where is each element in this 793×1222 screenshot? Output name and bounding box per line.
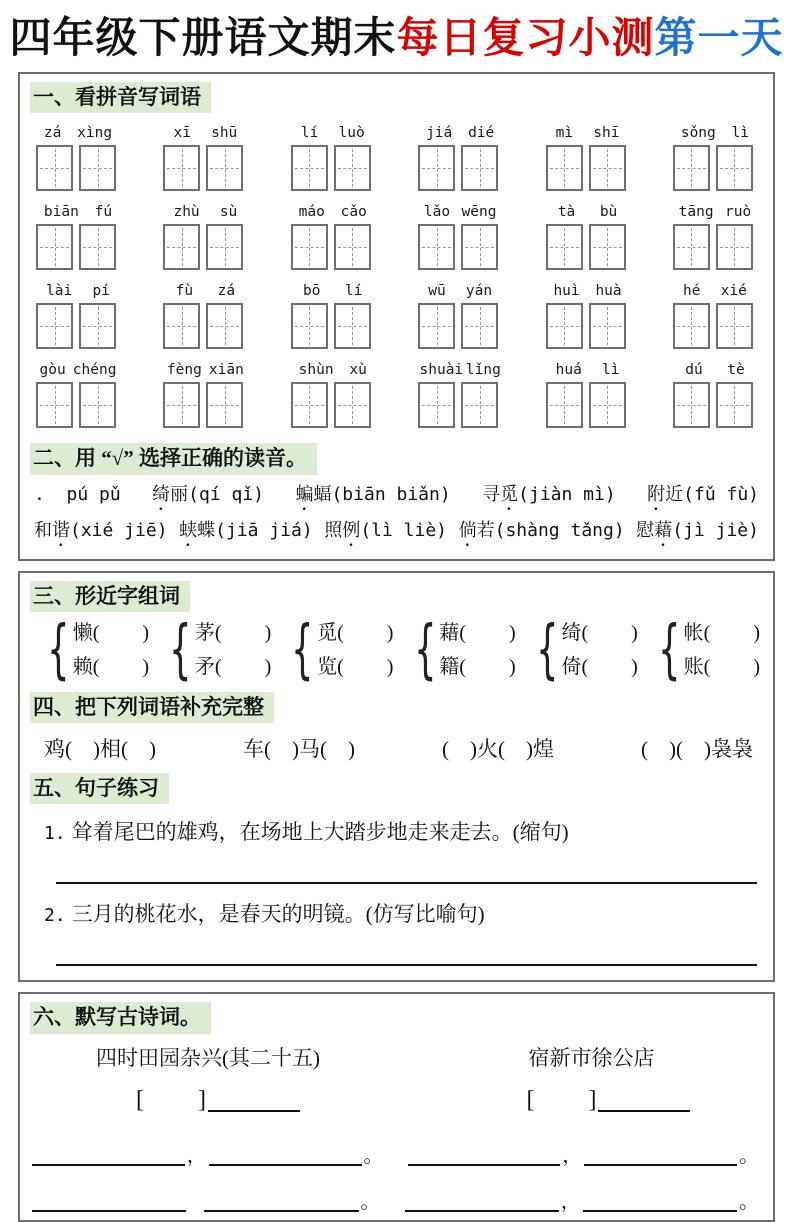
pinyin-syllable: hé: [683, 283, 701, 300]
pinyin-syllable: xìng: [77, 125, 113, 142]
verse-blank[interactable]: [209, 1154, 362, 1166]
pinyin-word-group: [673, 283, 757, 349]
poem-titles-row: [30, 1042, 763, 1112]
title-blue: 第一天: [654, 16, 784, 62]
brace-icon: {: [169, 612, 192, 687]
poem-author-line-1: [30, 1082, 397, 1112]
writing-box[interactable]: [36, 224, 73, 270]
comma: ，: [560, 1190, 581, 1213]
word-blank[interactable]: 鸡( )相( ): [44, 737, 156, 762]
writing-box[interactable]: [461, 145, 498, 191]
pinyin-syllable: jiá: [426, 125, 453, 142]
pinyin-syllable: pí: [92, 283, 110, 300]
pinyin-syllable: yán: [465, 283, 493, 300]
writing-box[interactable]: [461, 224, 498, 270]
writing-box[interactable]: [79, 145, 116, 191]
pinyin-word-group: [673, 125, 757, 191]
pinyin-word-group: [673, 362, 757, 428]
pinyin-syllable: cǎo: [340, 204, 367, 221]
brace-icon: {: [535, 612, 559, 687]
pinyin-syllable: tè: [727, 362, 745, 379]
word-choice[interactable]: . pú pǔ: [34, 483, 121, 505]
panel-section-6: [18, 992, 775, 1221]
word-choice[interactable]: 蝙蝠(biān biǎn): [295, 483, 451, 505]
writing-box[interactable]: [418, 382, 455, 428]
pinyin-syllable: sǒng: [680, 125, 716, 142]
writing-box[interactable]: [163, 224, 200, 270]
pinyin-word-group: [546, 283, 630, 349]
pair-bottom[interactable]: 账( ): [683, 655, 761, 678]
writing-box[interactable]: [79, 224, 116, 270]
pair-bottom[interactable]: 览( ): [317, 655, 395, 678]
verse-blank[interactable]: [32, 1154, 185, 1166]
writing-box[interactable]: [461, 303, 498, 349]
writing-box[interactable]: [36, 303, 73, 349]
pinyin-syllable: ruò: [725, 204, 752, 221]
pinyin-row-1: [30, 125, 763, 191]
writing-box[interactable]: [206, 224, 243, 270]
writing-box[interactable]: [546, 224, 583, 270]
writing-box[interactable]: [291, 145, 328, 191]
pinyin-syllable: lǐng: [465, 362, 501, 379]
writing-box[interactable]: [206, 145, 243, 191]
pinyin-syllable: máo: [298, 204, 325, 221]
verse-row-1: [30, 1146, 763, 1166]
word-choice[interactable]: 和谐(xié jiē): [34, 519, 168, 541]
page-title: [0, 0, 793, 62]
period: 。: [360, 1190, 381, 1213]
writing-box[interactable]: [163, 145, 200, 191]
panel-section-1-2: [18, 72, 775, 561]
verse-row-2: [30, 1192, 763, 1212]
pinyin-word-group: [546, 362, 630, 428]
pinyin-syllable: sù: [219, 204, 238, 221]
writing-box[interactable]: [334, 224, 371, 270]
word-choice[interactable]: 倘若(shàng tǎng): [458, 519, 625, 541]
writing-box[interactable]: [546, 303, 583, 349]
pinyin-word-group: [163, 362, 247, 428]
pinyin-syllable: bù: [599, 204, 618, 221]
writing-box[interactable]: [461, 382, 498, 428]
pinyin-syllable: shuài: [419, 362, 464, 379]
pinyin-syllable: lǎo: [423, 204, 451, 221]
verse-blank[interactable]: [408, 1154, 561, 1166]
pinyin-word-group: [546, 204, 630, 270]
pinyin-syllable: wēng: [461, 204, 497, 221]
word-blank[interactable]: 车( )马( ): [243, 737, 355, 762]
writing-box[interactable]: [36, 382, 73, 428]
word-choice[interactable]: 慰藉(jì jiè): [636, 519, 759, 541]
pinyin-syllable: huá: [555, 362, 582, 379]
pinyin-syllable: shùn: [298, 362, 334, 379]
writing-box[interactable]: [79, 382, 116, 428]
sentence-text: 耸着尾巴的雄鸡，在场地上大踏步地走来走去。(缩句): [71, 820, 569, 845]
pinyin-word-group: [291, 283, 375, 349]
writing-box[interactable]: [291, 303, 328, 349]
word-choice[interactable]: 寻觅(jiàn mì): [482, 483, 616, 505]
pinyin-syllable: lí: [300, 125, 319, 142]
pair-top[interactable]: 藉( ): [439, 621, 517, 644]
pinyin-word-group: [546, 125, 630, 191]
pinyin-syllable: lì: [731, 125, 750, 142]
pinyin-syllable: shū: [211, 125, 238, 142]
comma: ，: [562, 1144, 583, 1167]
writing-box[interactable]: [36, 145, 73, 191]
pinyin-syllable: xiān: [208, 362, 244, 379]
writing-box[interactable]: [673, 382, 710, 428]
character-pair: [282, 612, 395, 687]
pinyin-word-group: [418, 204, 502, 270]
brace-icon: {: [291, 612, 314, 687]
pinyin-word-group: [291, 125, 375, 191]
writing-box[interactable]: [589, 224, 626, 270]
pinyin-syllable: lí: [345, 283, 363, 300]
sentence-exercise-2: 2. 三月的桃花水，是春天的明镜。(仿写比喻句): [44, 902, 485, 927]
section2-heading: 二、用 “√” 选择正确的读音。: [30, 443, 317, 474]
pinyin-word-group: [163, 283, 247, 349]
pair-bottom[interactable]: 籍( ): [439, 655, 517, 678]
section6-heading: 六、默写古诗词。: [30, 1002, 211, 1033]
pinyin-word-group: [163, 125, 247, 191]
sentence-exercise-1: 1. 耸着尾巴的雄鸡，在场地上大踏步地走来走去。(缩句): [44, 820, 569, 845]
author-bracket: [ ]: [526, 1086, 599, 1113]
comma: ，: [186, 1144, 207, 1167]
pinyin-word-group: [36, 204, 120, 270]
pinyin-syllable: dú: [685, 362, 703, 379]
pinyin-row-3: [30, 283, 763, 349]
pinyin-syllable: chéng: [72, 362, 117, 379]
character-pair: [160, 612, 273, 687]
word-blank[interactable]: ( )火( )煌: [442, 737, 554, 762]
pinyin-syllable: luò: [338, 125, 365, 142]
pronunciation-line-2: [30, 515, 763, 551]
section4-heading: 四、把下列词语补充完整: [30, 692, 274, 723]
title-red: 每日复习小测: [396, 16, 655, 62]
writing-box[interactable]: [163, 382, 200, 428]
writing-box[interactable]: [163, 303, 200, 349]
word-blank[interactable]: ( )( )袅袅: [641, 737, 753, 762]
period: 。: [739, 1190, 759, 1213]
writing-box[interactable]: [589, 303, 626, 349]
pinyin-syllable: biān: [43, 204, 79, 221]
verse-blank[interactable]: [405, 1200, 559, 1212]
pair-top[interactable]: 绮( ): [561, 621, 639, 644]
similar-characters-row: [30, 612, 763, 688]
pinyin-word-group: [36, 125, 120, 191]
writing-box[interactable]: [673, 145, 710, 191]
writing-box[interactable]: [418, 224, 455, 270]
section3-heading: 三、形近字组词: [30, 581, 190, 612]
writing-box[interactable]: [334, 382, 371, 428]
word-choice[interactable]: 照例(lì liè): [324, 519, 448, 541]
pinyin-word-group: [291, 362, 375, 428]
pair-top[interactable]: 帐( ): [683, 621, 761, 644]
character-pair: [527, 612, 639, 687]
poem-author-line-2: [397, 1082, 764, 1112]
writing-box[interactable]: [673, 303, 710, 349]
pinyin-syllable: zá: [217, 283, 236, 300]
pinyin-syllable: tāng: [678, 204, 714, 221]
pinyin-syllable: tà: [557, 204, 576, 221]
pinyin-word-group: [291, 204, 375, 270]
pinyin-syllable: gòu: [39, 362, 66, 379]
pair-bottom[interactable]: 倚( ): [561, 655, 639, 678]
author-bracket: [ ]: [136, 1086, 208, 1113]
answer-line[interactable]: [56, 846, 757, 884]
writing-box[interactable]: [716, 303, 753, 349]
pinyin-syllable: lì: [602, 362, 620, 379]
pinyin-word-group: [36, 362, 120, 428]
pinyin-word-group: [418, 283, 502, 349]
verse-blank[interactable]: [583, 1200, 737, 1212]
character-pair: [649, 612, 761, 687]
author-blank[interactable]: [208, 1088, 300, 1112]
pinyin-syllable: wū: [428, 283, 446, 300]
writing-box[interactable]: [206, 303, 243, 349]
pinyin-row-2: [30, 204, 763, 270]
pinyin-syllable: xī: [173, 125, 191, 142]
pinyin-syllable: fù: [175, 283, 194, 300]
period: 。: [739, 1144, 759, 1167]
writing-box[interactable]: [716, 224, 753, 270]
pinyin-syllable: zá: [43, 125, 62, 142]
pinyin-syllable: mì: [555, 125, 574, 142]
word-choice[interactable]: 附近(fǔ fù): [647, 483, 759, 505]
brace-icon: {: [413, 612, 437, 687]
brace-icon: {: [658, 612, 681, 687]
pronunciation-line-1: [30, 479, 763, 515]
character-pair: [405, 612, 517, 687]
pair-bottom[interactable]: 赖( ): [72, 655, 151, 678]
writing-box[interactable]: [546, 145, 583, 191]
verse-blank[interactable]: [32, 1200, 186, 1212]
pair-top[interactable]: 觅( ): [317, 621, 395, 644]
verse-blank[interactable]: [584, 1154, 737, 1166]
writing-box[interactable]: [716, 145, 753, 191]
section5-heading: 五、句子练习: [30, 773, 169, 804]
period: 。: [363, 1144, 384, 1167]
writing-box[interactable]: [79, 303, 116, 349]
verse-blank[interactable]: [204, 1200, 358, 1212]
word-choice[interactable]: 蛱蝶(jiā jiá): [179, 519, 313, 541]
pinyin-word-group: [673, 204, 757, 270]
writing-box[interactable]: [206, 382, 243, 428]
writing-box[interactable]: [589, 382, 626, 428]
writing-box[interactable]: [291, 382, 328, 428]
brace-icon: {: [47, 612, 70, 687]
author-blank[interactable]: [598, 1088, 690, 1112]
panel-section-3-4-5: [18, 571, 775, 983]
pinyin-row-4: [30, 362, 763, 428]
writing-box[interactable]: [334, 303, 371, 349]
pinyin-word-group: [418, 125, 502, 191]
pinyin-syllable: bō: [303, 283, 321, 300]
pinyin-syllable: dié: [468, 125, 495, 142]
pair-top[interactable]: 茅( ): [194, 621, 273, 644]
writing-box[interactable]: [589, 145, 626, 191]
pinyin-syllable: zhù: [173, 204, 200, 221]
poem-title-2: 宿新市徐公店: [528, 1045, 655, 1070]
writing-box[interactable]: [291, 224, 328, 270]
title-black: 四年级下册语文期末: [9, 16, 397, 62]
pinyin-word-group: [163, 204, 247, 270]
writing-box[interactable]: [334, 145, 371, 191]
writing-box[interactable]: [418, 303, 455, 349]
pinyin-syllable: xié: [720, 283, 747, 300]
word-choice[interactable]: 绮丽(qí qǐ): [152, 483, 265, 505]
pinyin-syllable: lài: [46, 283, 73, 300]
poem-title-1: 四时田园杂兴(其二十五): [96, 1045, 320, 1070]
complete-words-line: [30, 727, 763, 771]
pair-top[interactable]: 懒( ): [72, 621, 151, 644]
pinyin-syllable: xù: [349, 362, 367, 379]
writing-box[interactable]: [546, 382, 583, 428]
writing-box[interactable]: [673, 224, 710, 270]
answer-line[interactable]: [56, 928, 757, 966]
pinyin-word-group: [418, 362, 502, 428]
sentence-text: 三月的桃花水，是春天的明镜。(仿写比喻句): [71, 902, 485, 927]
writing-box[interactable]: [716, 382, 753, 428]
section1-heading: 一、看拼音写词语: [30, 82, 211, 113]
pinyin-syllable: fèng: [166, 362, 202, 379]
pinyin-syllable: shī: [593, 125, 620, 142]
pair-bottom[interactable]: 矛( ): [194, 655, 273, 678]
writing-box[interactable]: [418, 145, 455, 191]
pinyin-syllable: fú: [94, 204, 113, 221]
character-pair: [38, 612, 151, 687]
pinyin-syllable: huì: [553, 283, 580, 300]
pinyin-syllable: huà: [595, 283, 622, 300]
pinyin-word-group: [36, 283, 120, 349]
